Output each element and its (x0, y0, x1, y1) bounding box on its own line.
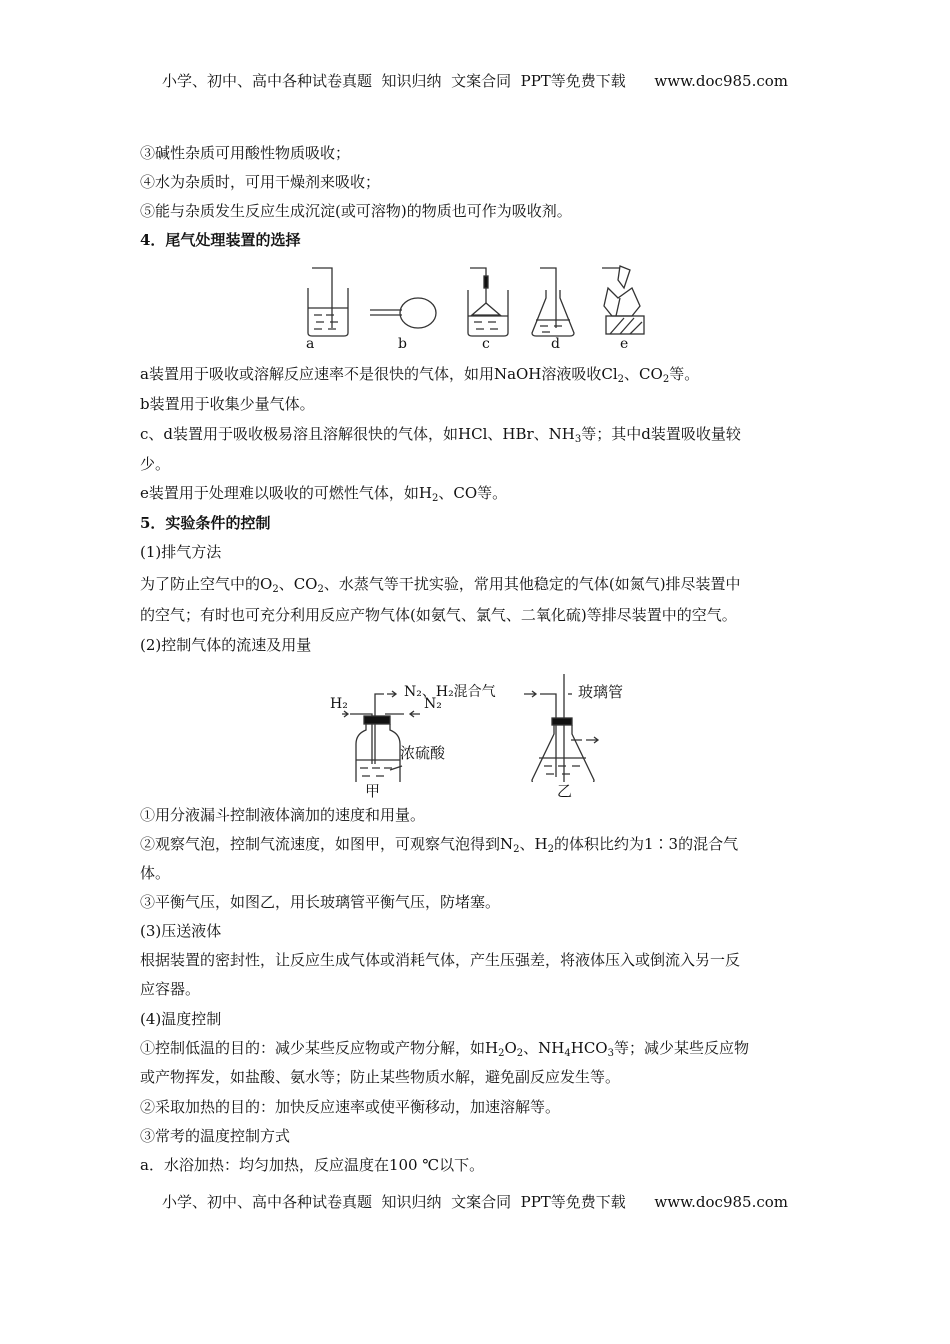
text-line (140, 606, 737, 624)
text-line (140, 514, 270, 532)
text-line (140, 144, 350, 162)
subscript: 2 (662, 374, 670, 385)
text-segment: 少。 (140, 455, 171, 473)
text-segment: e装置用于处理难以吸收的可燃性气体，如H (140, 484, 432, 502)
text-segment: 根据装置的密封性，让反应生成气体或消耗气体，产生压强差，将液体压入或倒流入另一反 (140, 951, 741, 969)
subscript: 4 (564, 1048, 571, 1059)
text-line (140, 365, 699, 383)
text-segment: (4)温度控制 (140, 1010, 222, 1028)
text-segment: ③碱性杂质可用酸性物质吸收； (140, 144, 351, 162)
text-segment: 或产物挥发，如盐酸、氨水等；防止某些物质水解，避免副反应发生等。 (140, 1068, 621, 1086)
text-line (140, 173, 380, 191)
subscript: 3 (607, 1048, 614, 1059)
text-line (140, 1098, 560, 1116)
page-footer: 小学、初中、高中各种试卷真题 知识归纳 文案合同 PPT等免费下载 www.doc985.com (162, 1193, 789, 1211)
text-segment: ④水为杂质时，可用干燥剂来吸收； (140, 173, 381, 191)
label-jia: 甲 (365, 782, 381, 800)
text-line (140, 425, 741, 443)
subscript: 2 (431, 493, 439, 504)
text-line (140, 575, 741, 593)
text-segment: 的体积比约为1∶3的混合气 (553, 835, 739, 853)
text-segment: ③常考的温度控制方式 (140, 1127, 291, 1145)
subscript: 2 (498, 1048, 505, 1059)
text-line (140, 636, 311, 654)
apparatus-e (602, 266, 644, 334)
label-mixed-gas: N₂、H₂混合气 (404, 684, 496, 700)
text-line (140, 1039, 749, 1057)
subscript: 2 (516, 1048, 524, 1059)
text-segment: 、CO (624, 365, 663, 383)
text-line (140, 893, 500, 911)
label-a: a (306, 336, 315, 352)
apparatus-jia (342, 691, 420, 782)
apparatus-d (532, 268, 574, 336)
text-line (140, 980, 200, 998)
text-segment: b装置用于收集少量气体。 (140, 395, 315, 413)
subscript: 2 (547, 844, 554, 855)
label-glass-tube: 玻璃管 (578, 683, 624, 701)
subscript: 2 (617, 374, 625, 385)
text-segment: O (504, 1039, 517, 1057)
text-line (140, 231, 300, 249)
text-segment: ①用分液漏斗控制液体滴加的速度和用量。 (140, 806, 426, 824)
label-e: e (620, 336, 629, 352)
text-segment: ②采取加热的目的：加快反应速率或使平衡移动，加速溶解等。 (140, 1098, 561, 1116)
label-b: b (398, 336, 407, 352)
text-line (140, 864, 170, 882)
text-line (140, 806, 425, 824)
text-line (140, 543, 221, 561)
text-line (140, 395, 315, 413)
text-segment: ①控制低温的目的：减少某些反应物或产物分解，如H (140, 1039, 499, 1057)
label-yi: 乙 (557, 782, 573, 800)
text-segment: a装置用于吸收或溶解反应速率不是很快的气体，如用NaOH溶液吸收Cl (140, 365, 618, 383)
apparatus-c (468, 268, 508, 336)
text-segment: (1)排气方法 (140, 543, 222, 561)
text-segment: ③平衡气压，如图乙，用长玻璃管平衡气压，防堵塞。 (140, 893, 501, 911)
text-segment: 、CO等。 (438, 484, 508, 502)
text-segment: 、CO (278, 575, 318, 593)
text-segment: 、NH (523, 1039, 565, 1057)
text-line (140, 835, 738, 853)
subscript: 2 (317, 584, 324, 595)
text-segment: HCO (570, 1039, 608, 1057)
label-conc-sulfuric-acid: 浓硫酸 (400, 744, 446, 762)
label-h2: H₂ (330, 696, 348, 712)
text-segment: ⑤能与杂质发生反应生成沉淀(或可溶物)的物质也可作为吸收剂。 (140, 202, 572, 220)
text-segment: (3)压送液体 (140, 922, 222, 940)
label-c: c (482, 336, 490, 352)
text-segment: 应容器。 (140, 980, 201, 998)
subscript: 2 (513, 844, 520, 855)
label-d: d (551, 336, 560, 352)
page-header: 小学、初中、高中各种试卷真题 知识归纳 文案合同 PPT等免费下载 www.doc985.com (162, 72, 789, 90)
subscript: 3 (574, 434, 582, 445)
text-line (140, 1068, 620, 1086)
text-line (140, 1127, 290, 1145)
text-segment: 、H (519, 835, 548, 853)
text-segment: 为了防止空气中的O (140, 575, 273, 593)
apparatus-a (308, 268, 348, 336)
text-line (140, 1010, 221, 1028)
text-segment: 等；减少某些反应物 (613, 1039, 749, 1057)
text-line (140, 202, 572, 220)
text-segment: (2)控制气体的流速及用量 (140, 636, 312, 654)
text-line (140, 455, 170, 473)
text-segment: 体。 (140, 864, 171, 882)
tail-gas-apparatus-figure (290, 258, 660, 353)
text-segment: 5．实验条件的控制 (140, 514, 271, 532)
text-segment: 等。 (669, 365, 700, 383)
text-segment: 、水蒸气等干扰实验，常用其他稳定的气体(如氮气)排尽装置中 (323, 575, 741, 593)
text-line (140, 484, 507, 502)
apparatus-b (370, 298, 436, 328)
text-line (140, 922, 221, 940)
text-line (140, 1156, 484, 1174)
text-segment: c、d装置用于吸收极易溶且溶解很快的气体，如HCl、HBr、NH (140, 425, 575, 443)
label-n2: N₂ (424, 696, 442, 712)
text-segment: a．水浴加热：均匀加热，反应温度在100 ℃以下。 (140, 1156, 485, 1174)
subscript: 2 (272, 584, 279, 595)
text-segment: 的空气；有时也可充分利用反应产物气体(如氨气、氯气、二氧化硫)等排尽装置中的空气。 (140, 606, 737, 624)
text-segment: 4．尾气处理装置的选择 (140, 231, 301, 249)
text-segment: ②观察气泡，控制气流速度，如图甲，可观察气泡得到N (140, 835, 514, 853)
text-line (140, 951, 740, 969)
text-segment: 等；其中d装置吸收量较 (581, 425, 741, 443)
